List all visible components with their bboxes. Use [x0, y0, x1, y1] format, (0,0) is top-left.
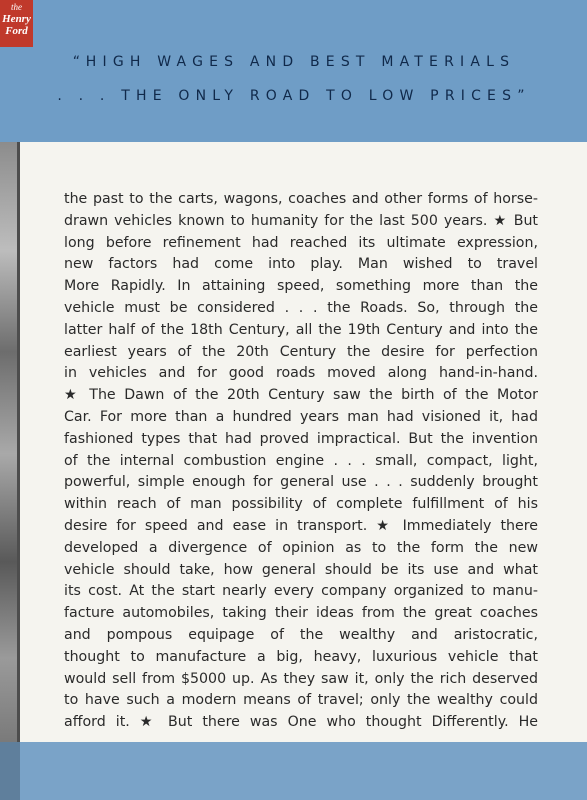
motto-line-1: “HIGH WAGES AND BEST MATERIALS: [72, 54, 516, 70]
body-line: long before refinement had reached its ultimate expression,: [64, 234, 538, 251]
body-line: within reach of man possibility of complete fulfillment of his: [64, 496, 538, 513]
body-line: powerful, simple enough for general use . . . suddenly brought: [64, 474, 538, 491]
footer-shadow: [0, 742, 20, 800]
body-line: the past to the carts, wagons, coaches and other forms of horse-: [64, 191, 538, 207]
body-line: afford it. ★ But there was One who thought Differently. He: [64, 714, 538, 731]
body-text: [64, 189, 538, 734]
body-line: its cost. At the start nearly every company organized to manu-: [64, 583, 538, 600]
text-page: [20, 142, 587, 742]
body-line: vehicle should take, how general should be its use and what: [64, 561, 538, 578]
logo-line-2: Henry: [2, 13, 31, 25]
body-line: latter half of the 18th Century, all the 19th Century and into the: [64, 321, 538, 338]
body-line: drawn vehicles known to humanity for the last 500 years. ★ But: [64, 212, 538, 229]
footer-band: [0, 742, 587, 800]
body-line: in vehicles and for good roads moved along hand-in-hand.: [64, 365, 538, 382]
body-line: earliest years of the 20th Century the desire for perfection: [64, 343, 538, 360]
body-line: thought to manufacture a big, heavy, luxurious vehicle that: [64, 648, 538, 665]
henry-ford-logo: [0, 0, 33, 47]
body-line: fashioned types that had proved impractical. But the invention: [64, 430, 538, 447]
left-photo-strip: [0, 142, 20, 742]
body-line: ★ The Dawn of the 20th Century saw the birth of the Motor: [64, 387, 538, 404]
header-band: [0, 0, 587, 142]
body-line: would sell from $5000 up. As they saw it, only the rich deserved: [64, 670, 538, 687]
motto-line-2: . . . THE ONLY ROAD TO LOW PRICES”: [57, 88, 531, 104]
body-line: vehicle must be considered . . . the Roads. So, through the: [64, 299, 538, 316]
body-line: More Rapidly. In attaining speed, something more than the: [64, 278, 538, 295]
body-line: of the internal combustion engine . . . small, compact, light,: [64, 452, 538, 469]
body-line: facture automobiles, taking their ideas from the great coaches: [64, 605, 538, 622]
body-line: new factors had come into play. Man wished to travel: [64, 256, 538, 273]
body-line: developed a divergence of opinion as to the form the new: [64, 539, 538, 556]
body-line: Car. For more than a hundred years man had visioned it, had: [64, 408, 538, 425]
logo-line-3: Ford: [5, 25, 28, 37]
body-line: desire for speed and ease in transport. ★ Immediately there: [64, 517, 538, 534]
body-line: and pompous equipage of the wealthy and aristocratic,: [64, 626, 538, 643]
logo-line-1: the: [11, 2, 22, 12]
body-line: to have such a modern means of travel; only the wealthy could: [64, 692, 538, 709]
